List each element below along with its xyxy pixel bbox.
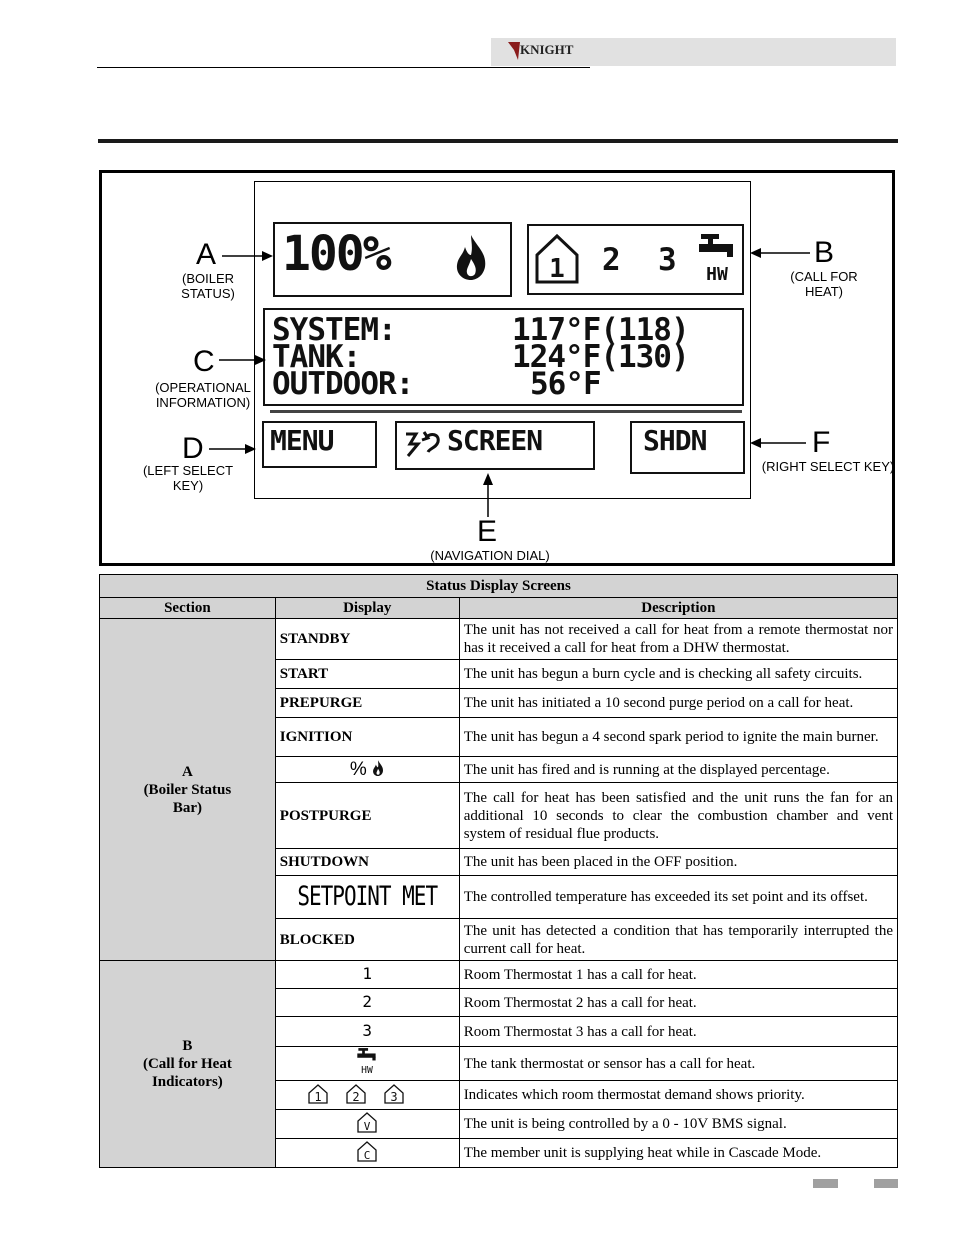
home-c-icon <box>356 1140 378 1162</box>
system-value: 117°F(118) <box>512 312 689 348</box>
desc-prepurge: The unit has initiated a 10 second purge period on a call for heat. <box>459 689 897 718</box>
display-shutdown: SHUTDOWN <box>275 849 459 876</box>
callout-c-caption: (OPERATIONAL INFORMATION) <box>155 380 251 410</box>
call-num-2: 2 <box>602 242 620 278</box>
callout-b: B <box>814 236 835 269</box>
tank-label: TANK: <box>272 339 361 375</box>
table-title: Status Display Screens <box>100 575 898 598</box>
callout-b-caption: (CALL FOR HEAT) <box>790 269 858 299</box>
shdn-label: SHDN <box>643 424 707 457</box>
display-priority-homes <box>275 1081 459 1110</box>
system-label: SYSTEM: <box>272 312 396 348</box>
desc-priority: Indicates which room thermostat demand shows priority. <box>459 1081 897 1110</box>
header-section: Section <box>100 598 276 619</box>
display-percent-flame <box>275 757 459 783</box>
display-setpoint-met: SETPOINT MET <box>275 876 459 919</box>
svg-text:1: 1 <box>549 254 565 284</box>
section-b: B (Call for Heat Indicators) <box>100 961 276 1168</box>
desc-thermostat-1: Room Thermostat 1 has a call for heat. <box>459 961 897 989</box>
desc-start: The unit has begun a burn cycle and is checking all safety circuits. <box>459 660 897 689</box>
status-display-table <box>99 574 898 1168</box>
display-bms <box>275 1110 459 1139</box>
flame-icon <box>371 759 385 777</box>
svg-text:HW: HW <box>361 1064 374 1075</box>
svg-text:C: C <box>363 1148 371 1162</box>
display-start: START <box>275 660 459 689</box>
desc-thermostat-2: Room Thermostat 2 has a call for heat. <box>459 989 897 1017</box>
callout-d: D <box>182 432 204 465</box>
display-thermostat-3: 3 <box>275 1017 459 1047</box>
display-ignition: IGNITION <box>275 718 459 757</box>
display-blocked: BLOCKED <box>275 919 459 961</box>
display-standby: STANDBY <box>275 619 459 660</box>
svg-text:3: 3 <box>390 1089 398 1104</box>
hot-water-icon <box>356 1047 378 1075</box>
display-thermostat-2: 2 <box>275 989 459 1017</box>
desc-thermostat-3: Room Thermostat 3 has a call for heat. <box>459 1017 897 1047</box>
percent-symbol: % <box>349 759 367 780</box>
display-cascade <box>275 1139 459 1168</box>
callout-arrows <box>0 0 954 600</box>
svg-text:1: 1 <box>314 1089 322 1104</box>
callout-f: F <box>812 426 831 459</box>
outdoor-value: 56°F <box>530 366 601 402</box>
desc-blocked: The unit has detected a condition that has temporarily interrupted the current call for heat. <box>459 919 897 961</box>
desc-firing: The unit has fired and is running at the displayed percentage. <box>459 757 897 783</box>
svg-text:KNIGHT: KNIGHT <box>520 42 574 57</box>
desc-shutdown: The unit has been placed in the OFF position. <box>459 849 897 876</box>
callout-a: A <box>196 238 217 271</box>
desc-ignition: The unit has begun a 4 second spark period to ignite the main burner. <box>459 718 897 757</box>
header-description: Description <box>459 598 897 619</box>
callout-e-caption: (NAVIGATION DIAL) <box>430 548 550 563</box>
callout-a-caption: (BOILER STATUS) <box>181 271 235 301</box>
desc-bms: The unit is being controlled by a 0 - 10V BMS signal. <box>459 1110 897 1139</box>
desc-hot-water: The tank thermostat or sensor has a call for heat. <box>459 1047 897 1081</box>
tank-value: 124°F(130) <box>512 339 689 375</box>
callout-c: C <box>193 345 215 378</box>
display-prepurge: PREPURGE <box>275 689 459 718</box>
boiler-status-value: 100% <box>282 226 390 282</box>
home-v-icon <box>356 1111 378 1133</box>
svg-text:2: 2 <box>352 1089 360 1104</box>
callout-d-caption: (LEFT SELECT KEY) <box>142 463 234 493</box>
desc-postpurge: The call for heat has been satisfied and the unit runs the fan for an additional 10 seconds to clear the combustion chamber and vent system of residual flue products. <box>459 783 897 849</box>
svg-text:HW: HW <box>706 264 728 284</box>
priority-home-icons <box>307 1082 427 1104</box>
call-num-3: 3 <box>658 242 676 278</box>
outdoor-label: OUTDOOR: <box>272 366 414 402</box>
screen-label: SCREEN <box>447 424 543 457</box>
desc-standby: The unit has not received a call for heat from a remote thermostat nor has it received a call for heat from a DHW thermostat. <box>459 619 897 660</box>
header-display: Display <box>275 598 459 619</box>
menu-label: MENU <box>270 424 334 457</box>
display-thermostat-1: 1 <box>275 961 459 989</box>
footer-mark-left <box>813 1179 838 1188</box>
desc-setpoint-met: The controlled temperature has exceeded its set point and its offset. <box>459 876 897 919</box>
desc-cascade: The member unit is supplying heat while in Cascade Mode. <box>459 1139 897 1168</box>
display-postpurge: POSTPURGE <box>275 783 459 849</box>
display-hot-water <box>275 1047 459 1081</box>
callout-e: E <box>477 515 498 548</box>
callout-f-caption: (RIGHT SELECT KEY) <box>761 459 895 474</box>
section-a: A (Boiler Status Bar) <box>100 619 276 961</box>
svg-text:V: V <box>363 1119 371 1133</box>
footer-mark-right <box>874 1179 898 1188</box>
